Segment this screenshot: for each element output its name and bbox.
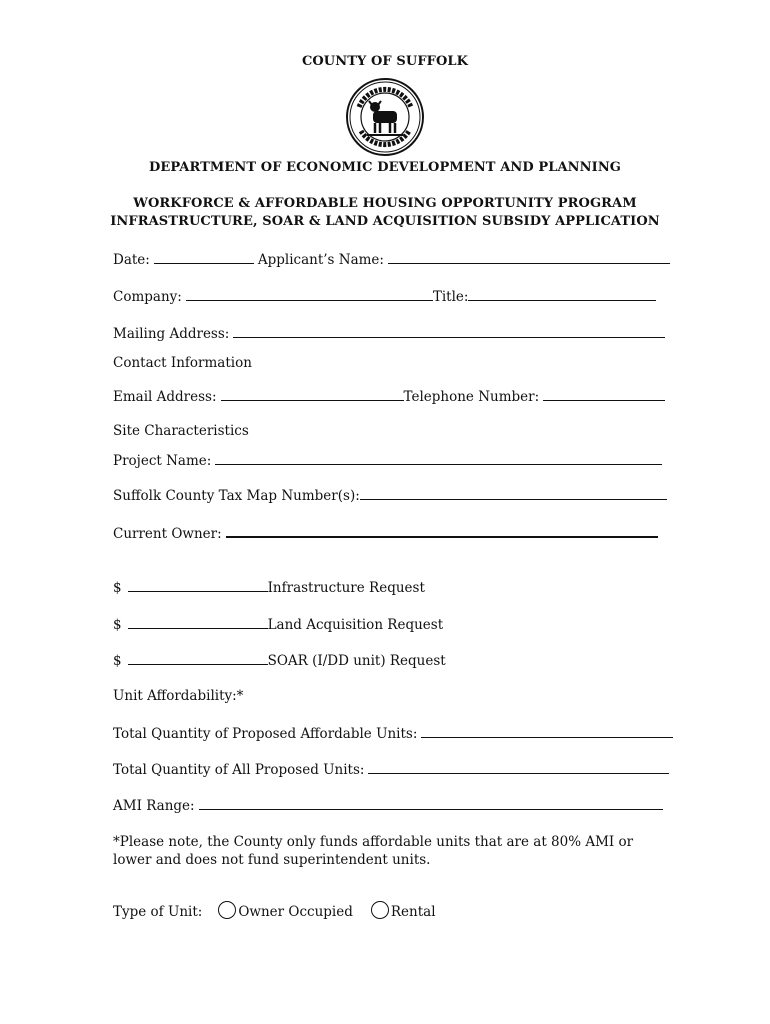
current-owner-row [113, 524, 658, 542]
affordable-units-label: Total Quantity of Proposed Affordable Units: [113, 726, 418, 742]
unit-type-label: Type of Unit: [113, 904, 203, 920]
soar-request-row [113, 652, 446, 669]
title-field[interactable] [468, 288, 656, 301]
currency-symbol: $ [113, 580, 122, 596]
tax-map-field[interactable] [360, 487, 667, 500]
date-label: Date: [113, 252, 150, 268]
current-owner-label: Current Owner: [113, 526, 222, 542]
owner-occupied-option[interactable] [218, 901, 353, 920]
title-label: Title: [432, 289, 469, 305]
affordable-units-field[interactable] [421, 725, 673, 738]
land-acquisition-amount-field[interactable] [128, 616, 268, 629]
currency-symbol: $ [113, 617, 122, 633]
project-name-label: Project Name: [113, 453, 212, 469]
mailing-address-label: Mailing Address: [113, 326, 230, 342]
owner-occupied-radio[interactable] [218, 901, 236, 919]
all-units-row [113, 761, 669, 778]
county-seal-icon [345, 77, 425, 157]
date-applicant-row [113, 251, 670, 268]
land-acquisition-request-label: Land Acquisition Request [267, 617, 444, 633]
unit-affordability-heading: Unit Affordability:* [113, 688, 244, 704]
all-units-field[interactable] [368, 761, 669, 774]
affordable-units-row [113, 725, 673, 742]
ami-range-field[interactable] [199, 797, 663, 810]
current-owner-field[interactable] [226, 524, 658, 538]
ami-range-label: AMI Range: [113, 798, 195, 814]
soar-amount-field[interactable] [128, 652, 268, 665]
company-label: Company: [113, 289, 182, 305]
department-title: DEPARTMENT OF ECONOMIC DEVELOPMENT AND PLANNING [148, 160, 622, 175]
rental-option[interactable] [371, 901, 436, 920]
site-characteristics-heading: Site Characteristics [113, 423, 249, 439]
telephone-label: Telephone Number: [403, 389, 540, 405]
owner-occupied-label: Owner Occupied [238, 904, 353, 920]
email-telephone-row [113, 388, 665, 405]
date-field[interactable] [154, 251, 254, 264]
telephone-field[interactable] [543, 388, 665, 401]
currency-symbol: $ [113, 653, 122, 669]
company-title-row [113, 288, 656, 305]
email-field[interactable] [221, 388, 404, 401]
project-name-field[interactable] [215, 452, 662, 465]
email-label: Email Address: [113, 389, 217, 405]
application-title: INFRASTRUCTURE, SOAR & LAND ACQUISITION SUBSIDY APPLICATION [110, 214, 660, 229]
infrastructure-request-label: Infrastructure Request [267, 580, 425, 596]
contact-information-heading: Contact Information [113, 355, 252, 371]
applicant-name-field[interactable] [388, 251, 670, 264]
program-title: WORKFORCE & AFFORDABLE HOUSING OPPORTUNITY PROGRAM [133, 196, 637, 211]
rental-label: Rental [390, 904, 436, 920]
unit-type-row [113, 901, 436, 920]
project-name-row [113, 452, 662, 469]
mailing-address-row [113, 325, 665, 342]
land-acquisition-request-row [113, 616, 443, 633]
rental-radio[interactable] [371, 901, 389, 919]
affordability-note: *Please note, the County only funds affordable units that are at 80% AMI or lower and does not fund superintendent units. [113, 834, 634, 868]
infrastructure-amount-field[interactable] [128, 579, 268, 592]
tax-map-label: Suffolk County Tax Map Number(s): [113, 488, 360, 504]
infrastructure-request-row [113, 579, 425, 596]
mailing-address-field[interactable] [233, 325, 665, 338]
company-field[interactable] [186, 288, 433, 301]
applicant-name-label: Applicant’s Name: [257, 252, 384, 268]
ami-range-row [113, 797, 663, 814]
county-title: COUNTY OF SUFFOLK [301, 54, 469, 69]
all-units-label: Total Quantity of All Proposed Units: [113, 762, 365, 778]
tax-map-row [113, 487, 667, 504]
soar-request-label: SOAR (I/DD unit) Request [267, 653, 446, 669]
